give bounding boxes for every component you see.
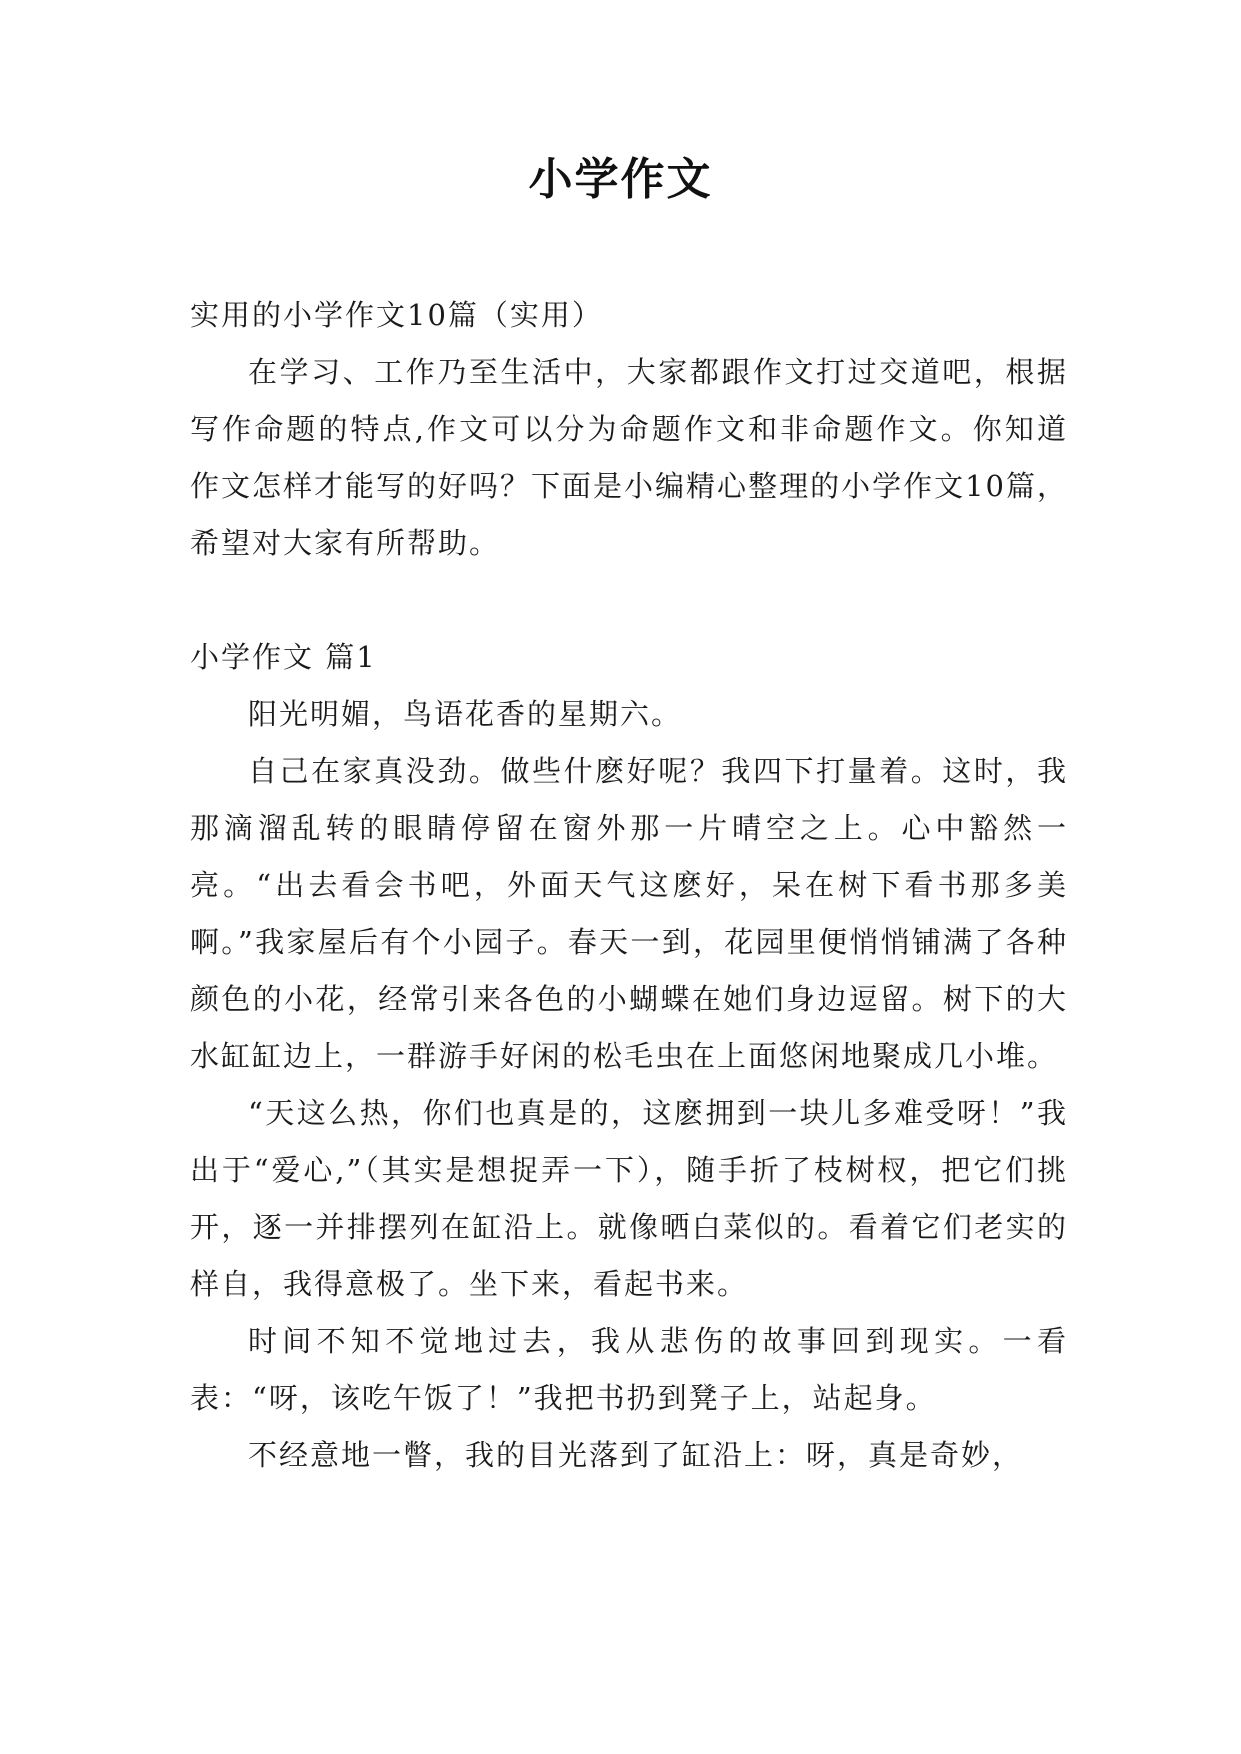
document-body (190, 287, 1068, 1484)
paragraph: 自己在家真没劲。做些什麽好呢？我四下打量着。这时，我那滴溜乱转的眼睛停留在窗外那一片晴空之上。心中豁然一亮。“出去看会书吧，外面天气这麽好，呆在树下看书那多美啊。”我家屋后有个小园子。春天一到，花园里便悄悄铺满了各种颜色的小花，经常引来各色的小蝴蝶在她们身边逗留。树下的大水缸缸边上，一群游手好闲的松毛虫在上面悠闲地聚成几小堆。 (190, 754, 1068, 1073)
intro-heading: 实用的小学作文10篇（实用） (190, 298, 603, 332)
paragraph: 时间不知不觉地过去，我从悲伤的故事回到现实。一看表：“呀，该吃午饭了！”我把书扔到凳子上，站起身。 (190, 1324, 1068, 1415)
paragraph: 不经意地一瞥，我的目光落到了缸沿上：呀，真是奇妙， (248, 1438, 1024, 1472)
intro-paragraph: 在学习、工作乃至生活中，大家都跟作文打过交道吧，根据写作命题的特点,作文可以分为命题作文和非命题作文。你知道作文怎样才能写的好吗？下面是小编精心整理的小学作文10篇，希望对大家有所帮助。 (190, 355, 1068, 560)
paragraph: 阳光明媚，鸟语花香的星期六。 (248, 697, 683, 731)
section-heading: 小学作文 篇1 (190, 640, 377, 674)
document-title: 小学作文 (528, 154, 713, 205)
paragraph: “天这么热，你们也真是的，这麽拥到一块儿多难受呀！”我出于“爱心,”（其实是想捉弄一下），随手折了枝树杈，把它们挑开，逐一并排摆列在缸沿上。就像晒白菜似的。看着它们老实的样自，我得意极了。坐下来，看起书来。 (190, 1096, 1068, 1301)
